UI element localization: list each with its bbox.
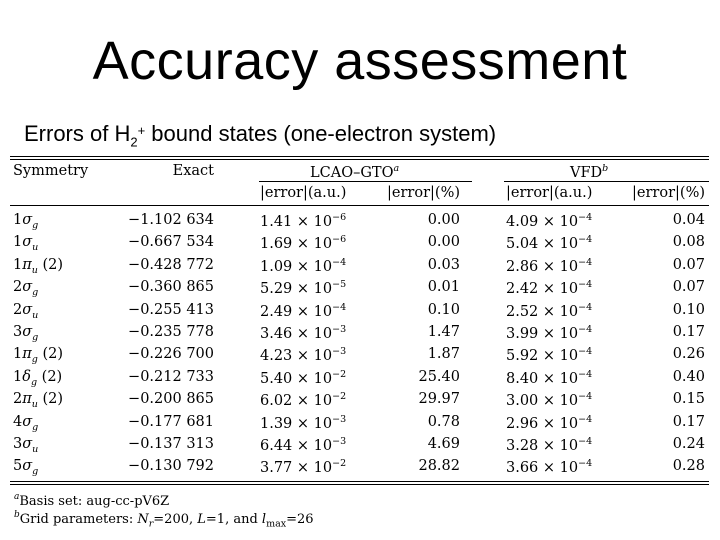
cell-symmetry: $2\pi_u$ (2) — [13, 391, 64, 411]
table-row — [10, 366, 709, 388]
table-header-row-2 — [10, 182, 709, 205]
cell-exact: −0.226 700 — [128, 346, 214, 363]
cell-symmetry: $1\pi_g$ (2) — [13, 346, 64, 366]
cell-exact: −0.428 772 — [128, 256, 214, 273]
cell-vfd-error-au: $5.04 \times 10^{-4}$ — [506, 234, 593, 253]
cell-vfd-error-pct: 0.28 — [672, 458, 705, 475]
cell-lcao-error-au: $5.29 \times 10^{-5}$ — [260, 279, 347, 298]
subtitle-pre: Errors of H — [24, 121, 131, 146]
header-symmetry: Symmetry — [13, 163, 89, 179]
cell-vfd-error-pct: 0.07 — [672, 256, 705, 273]
cell-vfd-error-pct: 0.07 — [672, 279, 705, 296]
cell-lcao-error-au: $6.02 \times 10^{-2}$ — [260, 391, 347, 410]
table-row — [10, 299, 709, 321]
slide-subtitle — [24, 121, 496, 149]
cell-lcao-error-au: $4.23 \times 10^{-3}$ — [260, 346, 347, 365]
cell-vfd-error-au: $2.52 \times 10^{-4}$ — [506, 301, 593, 320]
table-row — [10, 209, 709, 231]
cell-lcao-error-pct: 0.03 — [427, 256, 460, 273]
subtitle-post: bound states (one-electron system) — [145, 121, 497, 146]
cell-symmetry: $4\sigma_g$ — [13, 413, 39, 433]
cell-lcao-error-pct: 4.69 — [427, 435, 460, 452]
cell-symmetry: $1\sigma_g$ — [13, 212, 39, 231]
cell-exact: −0.212 733 — [128, 368, 214, 385]
error-table — [10, 156, 709, 485]
cell-symmetry: $2\sigma_g$ — [13, 279, 39, 299]
cell-lcao-error-pct: 0.00 — [427, 234, 460, 251]
table-row — [10, 321, 709, 343]
cell-lcao-error-au: $2.49 \times 10^{-4}$ — [260, 301, 347, 320]
cell-symmetry: $1\sigma_u$ — [13, 234, 39, 254]
cell-vfd-error-pct: 0.10 — [672, 301, 705, 318]
cell-lcao-error-pct: 0.10 — [427, 301, 460, 318]
cell-symmetry: $2\sigma_u$ — [13, 301, 39, 321]
cell-exact: −0.235 778 — [128, 323, 214, 340]
table-row — [10, 276, 709, 298]
cell-lcao-error-au: $1.39 \times 10^{-3}$ — [260, 413, 347, 432]
header-vfd-footnote-mark: b — [602, 163, 609, 174]
cell-lcao-error-au: $6.44 \times 10^{-3}$ — [260, 435, 347, 454]
table-row — [10, 254, 709, 276]
cell-lcao-error-pct: 0.00 — [427, 212, 460, 228]
header-lcao-error-pct: |error|(%) — [387, 185, 460, 201]
table-header-rule — [10, 205, 709, 206]
cell-vfd-error-pct: 0.15 — [672, 391, 705, 408]
cell-lcao-error-pct: 28.82 — [418, 458, 460, 475]
cell-vfd-error-au: $2.96 \times 10^{-4}$ — [506, 413, 593, 432]
header-vfd-error-pct: |error|(%) — [632, 185, 705, 201]
table-row — [10, 343, 709, 365]
subtitle-superscript: + — [137, 123, 146, 138]
cell-exact: −1.102 634 — [128, 212, 214, 228]
cell-lcao-error-au: $3.77 \times 10^{-2}$ — [260, 458, 347, 477]
cell-lcao-error-pct: 25.40 — [418, 368, 460, 385]
cell-vfd-error-au: $4.09 \times 10^{-4}$ — [506, 212, 593, 230]
table-header-row-1 — [10, 160, 709, 182]
cell-lcao-error-pct: 29.97 — [418, 391, 460, 408]
table-row — [10, 388, 709, 410]
cell-vfd-error-pct: 0.26 — [672, 346, 705, 363]
cell-exact: −0.200 865 — [128, 391, 214, 408]
header-vfd-label: VFD — [570, 165, 603, 181]
cell-vfd-error-pct: 0.17 — [672, 413, 705, 430]
header-lcao-error-au: |error|(a.u.) — [260, 185, 347, 201]
cell-vfd-error-au: $8.40 \times 10^{-4}$ — [506, 368, 593, 387]
footnote-a-text: Basis set: aug-cc-pV6Z — [19, 494, 170, 509]
header-lcao-footnote-mark: a — [393, 163, 400, 174]
cell-vfd-error-au: $3.99 \times 10^{-4}$ — [506, 323, 593, 342]
cell-exact: −0.130 792 — [128, 458, 214, 475]
cell-exact: −0.255 413 — [128, 301, 214, 318]
cell-exact: −0.667 534 — [128, 234, 214, 251]
cell-vfd-error-pct: 0.24 — [672, 435, 705, 452]
cell-lcao-error-pct: 1.47 — [427, 323, 460, 340]
footnote-b: $^b$Grid parameters: $N_r=200$, L=1, and $l_{max}=26$ — [14, 510, 314, 530]
cell-vfd-error-pct: 0.40 — [672, 368, 705, 385]
cell-vfd-error-au: $3.28 \times 10^{-4}$ — [506, 435, 593, 454]
cell-lcao-error-pct: 1.87 — [427, 346, 460, 363]
cell-vfd-error-pct: 0.08 — [672, 234, 705, 251]
cell-vfd-error-au: $3.00 \times 10^{-4}$ — [506, 391, 593, 410]
table-bottom-rule — [10, 481, 709, 485]
cell-lcao-error-pct: 0.78 — [427, 413, 460, 430]
footnote-a — [14, 492, 169, 509]
cell-vfd-error-pct: 0.17 — [672, 323, 705, 340]
cell-exact: −0.360 865 — [128, 279, 214, 296]
cell-lcao-error-au: $1.41 \times 10^{-6}$ — [260, 212, 347, 230]
cell-lcao-error-au: $1.69 \times 10^{-6}$ — [260, 234, 347, 253]
table-row — [10, 455, 709, 477]
table-body — [10, 209, 709, 478]
table-row — [10, 231, 709, 253]
slide-title: Accuracy assessment — [92, 31, 628, 91]
cell-vfd-error-au: $5.92 \times 10^{-4}$ — [506, 346, 593, 365]
cell-symmetry: $1\pi_u$ (2) — [13, 256, 64, 276]
cell-vfd-error-pct: 0.04 — [672, 212, 705, 228]
cell-exact: −0.137 313 — [128, 435, 214, 452]
cell-vfd-error-au: $3.66 \times 10^{-4}$ — [506, 458, 593, 477]
cell-lcao-error-au: $1.09 \times 10^{-4}$ — [260, 256, 347, 275]
cell-exact: −0.177 681 — [128, 413, 214, 430]
header-vfd-error-au: |error|(a.u.) — [506, 185, 593, 201]
table-row — [10, 411, 709, 433]
header-lcao-label: LCAO–GTO — [310, 165, 394, 181]
footnote-a-mark: a — [14, 492, 20, 502]
cell-lcao-error-au: $5.40 \times 10^{-2}$ — [260, 368, 347, 387]
header-vfd — [570, 163, 608, 181]
cell-symmetry: $5\sigma_g$ — [13, 458, 39, 478]
cell-symmetry: $3\sigma_u$ — [13, 435, 39, 455]
cell-lcao-error-pct: 0.01 — [427, 279, 460, 296]
cell-vfd-error-au: $2.42 \times 10^{-4}$ — [506, 279, 593, 298]
subtitle-subscript: 2 — [130, 134, 138, 150]
footnote-b-mark: b — [14, 510, 20, 520]
cell-lcao-error-au: $3.46 \times 10^{-3}$ — [260, 323, 347, 342]
table-row — [10, 433, 709, 455]
cell-vfd-error-au: $2.86 \times 10^{-4}$ — [506, 256, 593, 275]
header-exact: Exact — [172, 163, 214, 179]
cell-symmetry: $1\delta_g$ (2) — [13, 368, 63, 388]
header-lcao-gto — [310, 163, 399, 181]
cell-symmetry: $3\sigma_g$ — [13, 323, 39, 343]
